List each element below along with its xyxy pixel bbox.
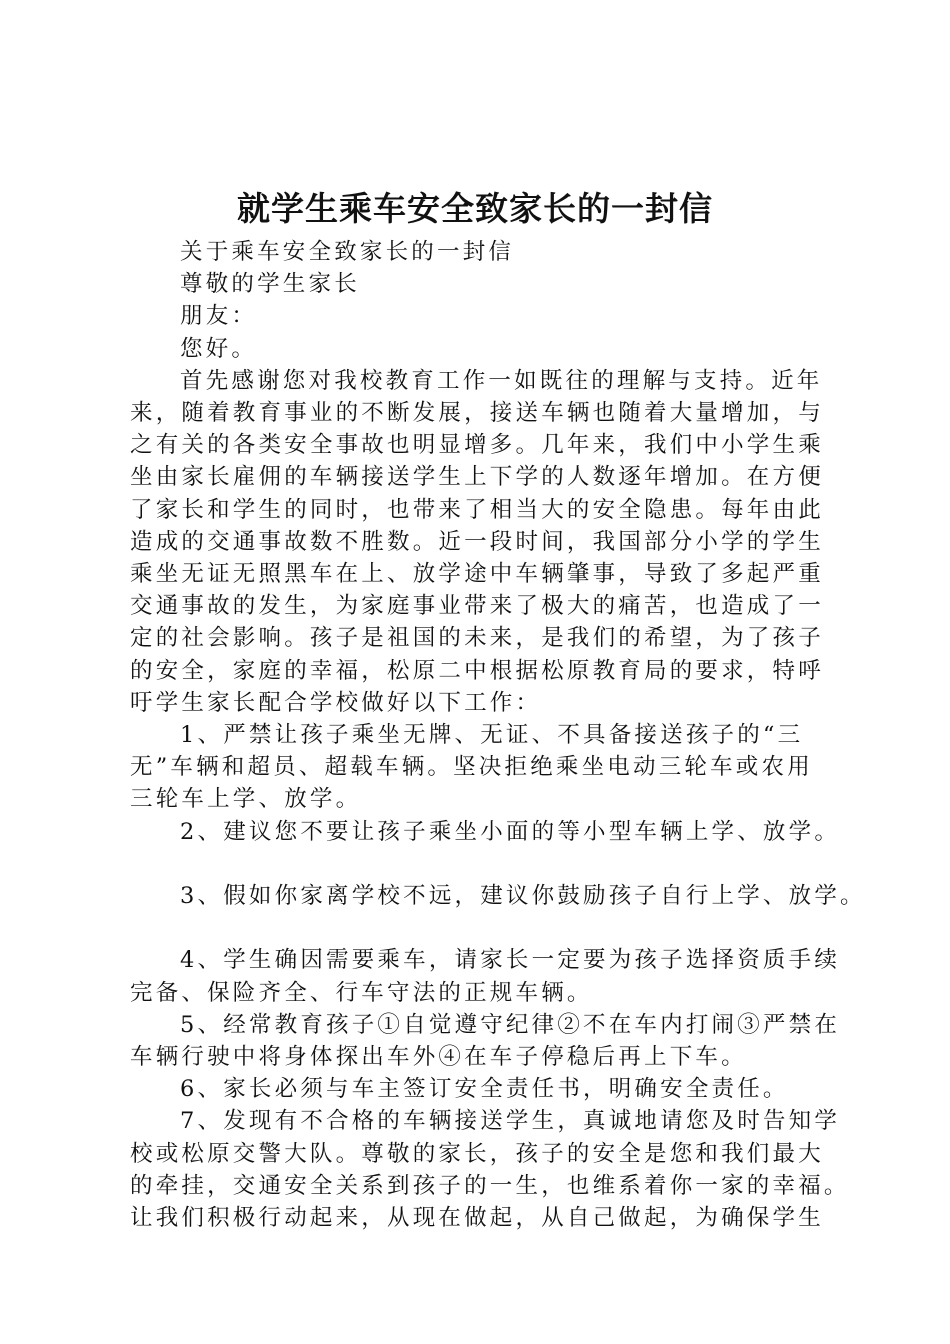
body-line: 1、严禁让孩子乘坐无牌、无证、不具备接送孩子的“三 — [180, 722, 804, 749]
body-line: 关于乘车安全致家长的一封信 — [180, 239, 515, 265]
body-line: 5、经常教育孩子①自觉遵守纪律②不在车内打闹③严禁在 — [180, 1011, 841, 1038]
blank-line — [130, 848, 846, 880]
body-line: 了家长和学生的同时，也带来了相当大的安全隐患。每年由此 — [130, 496, 824, 523]
body-line: 造成的交通事故数不胜数。近一段时间，我国部分小学的学生 — [130, 528, 824, 555]
body-line: 吁学生家长配合学校做好以下工作： — [130, 689, 542, 716]
body-line: 尊敬的学生家长 — [180, 271, 360, 298]
body-line: 的牵挂，交通安全关系到孩子的一生，也维系着你一家的幸福。 — [130, 1172, 850, 1199]
body-line: 首先感谢您对我校教育工作一如既往的理解与支持。近年 — [180, 367, 823, 394]
body-line: 6、家长必须与车主签订安全责任书，明确安全责任。 — [180, 1076, 789, 1103]
body-line: 朋友： — [180, 303, 258, 330]
letter-body — [130, 236, 866, 1234]
body-line: 来，随着教育事业的不断发展，接送车辆也随着大量增加，与 — [130, 400, 824, 427]
body-line: 7、发现有不合格的车辆接送学生，真诚地请您及时告知学 — [180, 1108, 841, 1135]
body-line: 4、学生确因需要乘车，请家长一定要为孩子选择资质手续 — [180, 947, 841, 974]
body-line: 定的社会影响。孩子是祖国的未来，是我们的希望，为了孩子 — [130, 625, 824, 652]
body-line: 2、建议您不要让孩子乘坐小面的等小型车辆上学、放学。 — [180, 818, 841, 845]
blank-line — [130, 912, 846, 944]
body-line: 三轮车上学、放学。 — [130, 786, 362, 813]
body-line: 让我们积极行动起来，从现在做起，从自己做起，为确保学生 — [130, 1205, 824, 1232]
body-line: 之有关的各类安全事故也明显增多。几年来，我们中小学生乘 — [130, 432, 824, 459]
body-line: 坐由家长雇佣的车辆接送学生上下学的人数逐年增加。在方便 — [130, 464, 824, 491]
body-line: 乘坐无证无照黑车在上、放学途中车辆肇事，导致了多起严重 — [130, 561, 824, 588]
body-line: 车辆行驶中将身体探出车外④在车子停稳后再上下车。 — [130, 1044, 747, 1071]
body-line: 3、假如你家离学校不远，建议你鼓励孩子自行上学、放学。 — [180, 883, 866, 910]
body-line: 的安全，家庭的幸福，松原二中根据松原教育局的要求，特呼 — [130, 657, 824, 684]
body-line: 您好。 — [180, 335, 258, 362]
document-title: 就学生乘车安全致家长的一封信 — [237, 189, 713, 228]
body-line: 无”车辆和超员、超载车辆。坚决拒绝乘坐电动三轮车或农用 — [130, 754, 813, 781]
body-line: 交通事故的发生，为家庭事业带来了极大的痛苦，也造成了一 — [130, 593, 824, 620]
body-line: 校或松原交警大队。尊敬的家长，孩子的安全是您和我们最大 — [130, 1140, 824, 1167]
body-line: 完备、保险齐全、行车守法的正规车辆。 — [130, 979, 593, 1006]
